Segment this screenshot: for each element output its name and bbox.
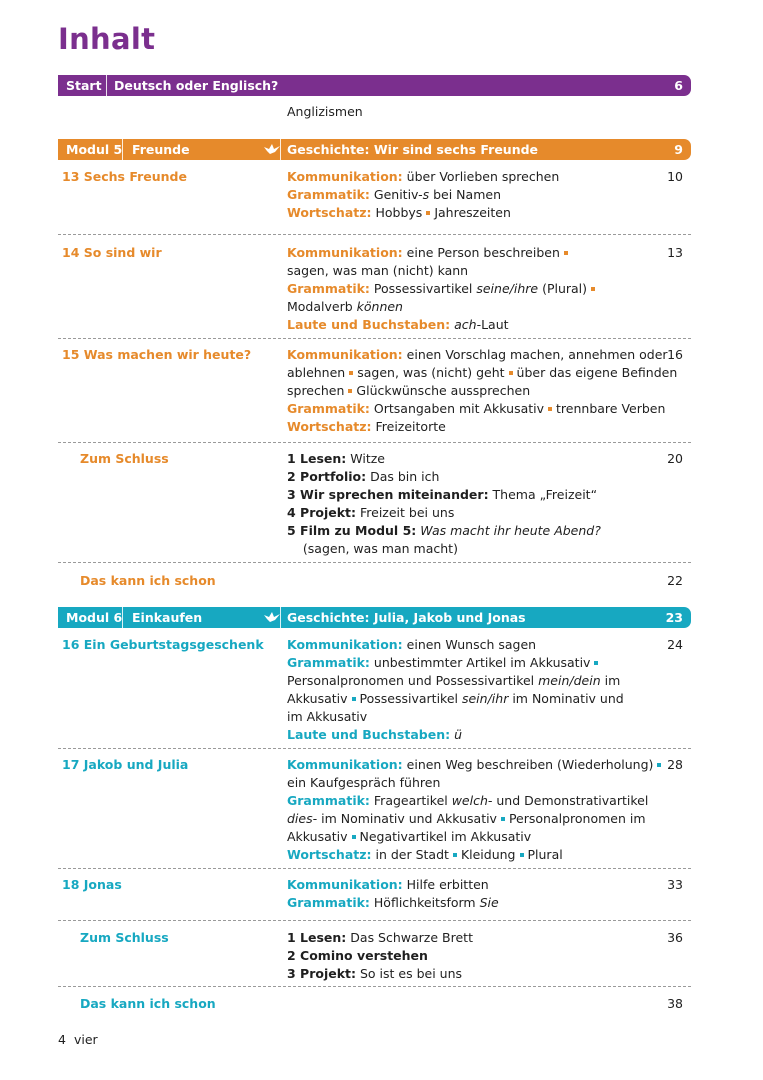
desc-line — [287, 726, 649, 744]
desc-line — [287, 828, 649, 846]
text: über Vorlieben sprechen — [402, 169, 560, 184]
text: trennbare Verben — [556, 401, 666, 416]
text: einen Vorschlag machen, annehmen oder — [402, 347, 668, 362]
section-page: 24 — [667, 637, 683, 652]
category-label: Wortschatz: — [287, 419, 372, 434]
item-label: 1 Lesen: — [287, 451, 347, 466]
section-page: 16 — [667, 347, 683, 362]
module-label: Modul 6 — [66, 610, 123, 625]
item-label: 2 Comino verstehen — [287, 948, 428, 963]
text: Freizeitorte — [371, 419, 446, 434]
desc-line — [287, 204, 649, 222]
category-label: Grammatik: — [287, 187, 370, 202]
text: Das Schwarze Brett — [346, 930, 473, 945]
text: (Plural) — [538, 281, 588, 296]
category-label: Kommunikation: — [287, 347, 403, 362]
desc-line — [287, 672, 649, 690]
module-page: 23 — [665, 610, 683, 625]
italic-text: welch- — [451, 793, 493, 808]
module-story: Geschichte: Wir sind sechs Freunde — [287, 142, 539, 157]
text: Modalverb — [287, 299, 357, 314]
text: und Demonstrativartikel — [492, 793, 649, 808]
section-title: Zum Schluss — [80, 451, 169, 466]
italic-text: Was macht ihr heute Abend? — [420, 523, 601, 538]
italic-text: ach — [454, 317, 477, 332]
text: Ortsangaben mit Akkusativ — [369, 401, 545, 416]
desc-line — [287, 168, 649, 186]
divider — [58, 920, 691, 921]
start-page: 6 — [674, 78, 683, 93]
text: einen Wunsch sagen — [402, 637, 537, 652]
text: Personalpronomen im — [508, 811, 646, 826]
category-label: Wortschatz: — [287, 205, 372, 220]
item-label: 4 Projekt: — [287, 505, 357, 520]
item-label: 3 Wir sprechen miteinander: — [287, 487, 489, 502]
desc-line — [287, 876, 649, 894]
module-bar — [58, 607, 691, 628]
section-title: Das kann ich schon — [80, 573, 216, 588]
section-description — [287, 876, 649, 912]
start-label: Start — [66, 78, 102, 93]
section-description — [287, 168, 649, 222]
page-number: 4 — [58, 1032, 66, 1047]
italic-text: seine/ihre — [476, 281, 539, 296]
category-label: Kommunikation: — [287, 169, 403, 184]
text: Genitiv- — [369, 187, 423, 202]
desc-line — [287, 947, 649, 965]
section-title: 16 Ein Geburtstagsgeschenk — [62, 637, 264, 652]
text: sagen, was (nicht) geht — [357, 365, 505, 380]
desc-line — [287, 522, 649, 540]
section-description — [287, 756, 654, 864]
bird-icon — [263, 609, 281, 625]
text: Jahreszeiten — [434, 205, 511, 220]
text: Thema „Freizeit“ — [488, 487, 598, 502]
text: Plural — [527, 847, 563, 862]
desc-line — [287, 316, 649, 334]
section-description — [287, 244, 649, 334]
divider — [58, 234, 691, 235]
category-label: Laute und Buchstaben: — [287, 727, 451, 742]
desc-line — [287, 450, 649, 468]
text: unbestimmter Artikel im Akkusativ — [369, 655, 591, 670]
desc-line — [287, 756, 654, 774]
bullet-dot — [426, 211, 430, 215]
module-label: Modul 5 — [66, 142, 123, 157]
bullet-dot — [564, 251, 568, 255]
bullet-dot — [509, 371, 513, 375]
desc-line — [287, 186, 649, 204]
category-label: Kommunikation: — [287, 637, 403, 652]
desc-line — [287, 810, 649, 828]
section-page: 13 — [667, 245, 683, 260]
section-page: 38 — [667, 996, 683, 1011]
text: im Nominativ und — [508, 691, 624, 706]
category-label: Grammatik: — [287, 895, 370, 910]
item-label: 5 Film zu Modul 5: — [287, 523, 417, 538]
desc-line — [287, 364, 678, 382]
desc-line — [287, 708, 649, 726]
text: in der Stadt — [371, 847, 449, 862]
desc-line — [287, 636, 649, 654]
page-word: vier — [73, 1032, 98, 1047]
text: über das eigene Befinden — [516, 365, 678, 380]
desc-line — [287, 280, 649, 298]
category-label: Kommunikation: — [287, 245, 403, 260]
category-label: Grammatik: — [287, 401, 370, 416]
text: im Nominativ und Akkusativ — [317, 811, 497, 826]
text: Personalpronomen und Possessivartikel — [287, 673, 539, 688]
category-label: Wortschatz: — [287, 847, 372, 862]
module-page: 9 — [674, 142, 683, 157]
text: im — [600, 673, 621, 688]
section-description — [287, 929, 649, 983]
italic-text: ü — [454, 727, 463, 742]
start-subtitle: Anglizismen — [287, 104, 363, 119]
text: Hilfe erbitten — [402, 877, 489, 892]
italic-text: mein/dein — [538, 673, 601, 688]
section-page: 10 — [667, 169, 683, 184]
bullet-dot — [453, 853, 457, 857]
category-label: Grammatik: — [287, 655, 370, 670]
bullet-dot — [594, 661, 598, 665]
divider — [58, 562, 691, 563]
text: sprechen — [287, 383, 345, 398]
item-label: 1 Lesen: — [287, 930, 347, 945]
desc-line — [287, 846, 649, 864]
text: im Akkusativ — [287, 709, 368, 724]
item-label: 2 Portfolio: — [287, 469, 367, 484]
desc-line — [287, 400, 666, 418]
section-page: 20 — [667, 451, 683, 466]
text: Negativartikel im Akkusativ — [359, 829, 532, 844]
desc-line — [287, 486, 649, 504]
module-name: Freunde — [132, 142, 190, 157]
desc-line — [287, 774, 649, 792]
section-title: Zum Schluss — [80, 930, 169, 945]
text: ablehnen — [287, 365, 346, 380]
module-name: Einkaufen — [132, 610, 203, 625]
desc-line — [287, 929, 649, 947]
text: Witze — [346, 451, 385, 466]
text: bei Namen — [429, 187, 501, 202]
item-label: 3 Projekt: — [287, 966, 357, 981]
text: Hobbys — [371, 205, 423, 220]
category-label: Grammatik: — [287, 793, 370, 808]
desc-line — [287, 792, 649, 810]
category-label: Laute und Buchstaben: — [287, 317, 451, 332]
divider — [58, 986, 691, 987]
page-footer — [58, 1032, 98, 1047]
text: Akkusativ — [287, 691, 348, 706]
start-title: Deutsch oder Englisch? — [114, 78, 279, 93]
section-title: Das kann ich schon — [80, 996, 216, 1011]
divider — [58, 442, 691, 443]
section-description — [287, 636, 649, 744]
bullet-dot — [591, 287, 595, 291]
divider — [58, 338, 691, 339]
text: (sagen, was man macht) — [287, 541, 458, 556]
section-page: 28 — [667, 757, 683, 772]
desc-line — [287, 298, 649, 316]
section-page: 36 — [667, 930, 683, 945]
text: Akkusativ — [287, 829, 348, 844]
text: eine Person beschreiben — [402, 245, 560, 260]
text: -Laut — [476, 317, 509, 332]
text: ein Kaufgespräch führen — [287, 775, 441, 790]
italic-text: s — [422, 187, 430, 202]
text: So ist es bei uns — [356, 966, 463, 981]
text: einen Weg beschreiben (Wiederholung) — [402, 757, 654, 772]
bullet-dot — [352, 835, 356, 839]
section-page: 22 — [667, 573, 683, 588]
divider — [58, 868, 691, 869]
desc-line — [287, 654, 649, 672]
text: Höflichkeitsform — [369, 895, 480, 910]
desc-line — [287, 244, 649, 262]
bullet-dot — [657, 763, 661, 767]
desc-line — [287, 262, 649, 280]
italic-text: dies- — [287, 811, 318, 826]
module-story: Geschichte: Julia, Jakob und Jonas — [287, 610, 526, 625]
category-label: Grammatik: — [287, 281, 370, 296]
italic-text: können — [356, 299, 403, 314]
bird-icon — [263, 141, 281, 157]
italic-text: Sie — [479, 895, 499, 910]
section-title: 15 Was machen wir heute? — [62, 347, 252, 362]
bullet-dot — [548, 407, 552, 411]
desc-line — [287, 346, 668, 364]
text: Possessivartikel — [369, 281, 477, 296]
italic-text: sein/ihr — [461, 691, 509, 706]
bullet-dot — [501, 817, 505, 821]
desc-line — [287, 965, 649, 983]
desc-line — [287, 894, 649, 912]
desc-line — [287, 468, 649, 486]
bullet-dot — [348, 389, 352, 393]
section-title: 14 So sind wir — [62, 245, 162, 260]
section-page: 33 — [667, 877, 683, 892]
text: Possessivartikel — [359, 691, 462, 706]
section-title: 13 Sechs Freunde — [62, 169, 187, 184]
text: Kleidung — [460, 847, 516, 862]
desc-line — [287, 504, 649, 522]
desc-line — [287, 418, 649, 436]
section-title: 17 Jakob und Julia — [62, 757, 189, 772]
section-description — [287, 450, 649, 558]
text: sagen, was man (nicht) kann — [287, 263, 469, 278]
section-title: 18 Jonas — [62, 877, 122, 892]
module-bar — [58, 139, 691, 160]
divider — [58, 748, 691, 749]
category-label: Kommunikation: — [287, 757, 403, 772]
desc-line — [287, 540, 649, 558]
text: Glückwünsche aussprechen — [356, 383, 531, 398]
desc-line — [287, 690, 649, 708]
text: Das bin ich — [366, 469, 440, 484]
desc-line — [287, 382, 649, 400]
text: Frageartikel — [369, 793, 452, 808]
page-title: Inhalt — [58, 22, 156, 56]
text: Freizeit bei uns — [356, 505, 455, 520]
bullet-dot — [352, 697, 356, 701]
bullet-dot — [349, 371, 353, 375]
category-label: Kommunikation: — [287, 877, 403, 892]
bullet-dot — [520, 853, 524, 857]
start-bar — [58, 75, 691, 96]
